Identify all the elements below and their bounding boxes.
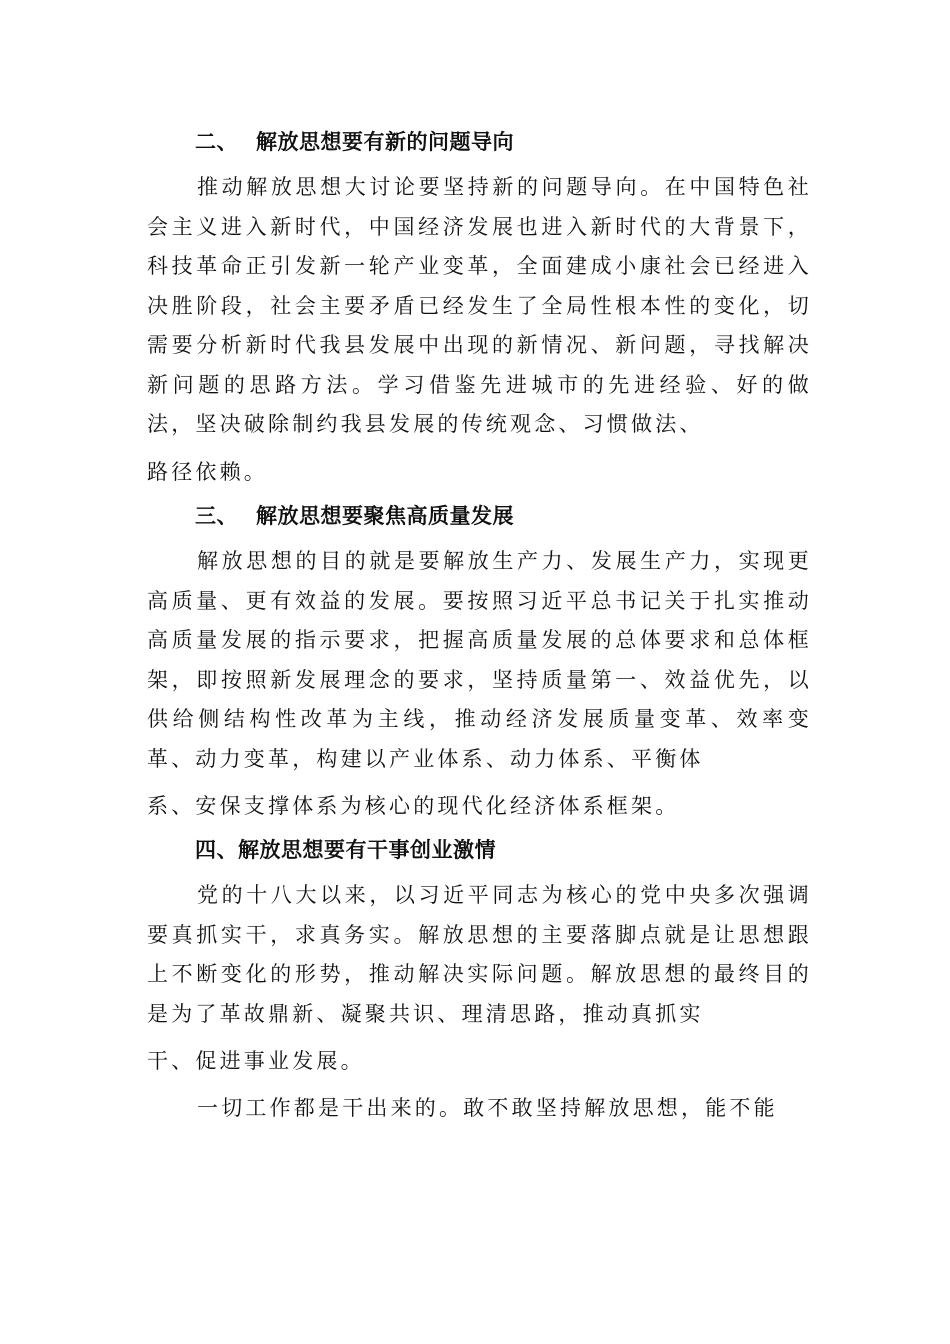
- section-body-2: [147, 168, 812, 492]
- section-title: 解放思想要有干事创业激情: [238, 838, 496, 862]
- paragraph: [147, 168, 812, 492]
- paragraph-text: 党的十八大以来，以习近平同志为核心的党中央多次强调要真抓实干，求真务实。解放思想的主要落脚点就是让思想跟上不断变化的形势，推动解决实际问题。解放思想的最终目的是为了革故鼎新、凝聚共识、理清思路，推动真抓实: [147, 883, 812, 1026]
- paragraph: [147, 876, 812, 1082]
- paragraph-last-line: 路径依赖。: [147, 459, 268, 484]
- section-title: 解放思想要聚焦高质量发展: [256, 504, 514, 528]
- paragraph-text: 解放思想的目的就是要解放生产力、发展生产力，实现更高质量、更有效益的发展。要按照习近平总书记关于扎实推动高质量发展的指示要求，把握高质量发展的总体要求和总体框架，即按照新发展理念的要求，坚持质量第一、效益优先，以供给侧结构性改革为主线，推动经济发展质量变革、效率变革、动力变革，构建以产业体系、动力体系、平衡体: [147, 549, 812, 771]
- section-heading-4: [195, 836, 496, 864]
- section-heading-3: [195, 502, 514, 530]
- paragraph: [147, 542, 812, 827]
- final-paragraph-block: [147, 1089, 812, 1129]
- paragraph-text: 推动解放思想大讨论要坚持新的问题导向。在中国特色社会主义进入新时代，中国经济发展也进入新时代的大背景下，科技革命正引发新一轮产业变革，全面建成小康社会已经进入决胜阶段，社会主要矛盾已经发生了全局性根本性的变化，切需要分析新时代我县发展中出现的新情况、新问题，寻找解决新问题的思路方法。学习借鉴先进城市的先进经验、好的做法，坚决破除制约我县发展的传统观念、习惯做法、: [147, 175, 812, 436]
- final-paragraph: 一切工作都是干出来的。敢不敢坚持解放思想，能不能: [197, 1096, 778, 1120]
- section-title: 解放思想要有新的问题导向: [256, 130, 514, 154]
- paragraph-last-line: 系、安保支撑体系为核心的现代化经济体系框架。: [147, 794, 680, 818]
- section-number: 三、: [195, 504, 238, 528]
- section-number: 四、: [195, 838, 238, 862]
- section-number: 二、: [195, 130, 238, 154]
- section-body-3: [147, 542, 812, 827]
- section-body-4: [147, 876, 812, 1082]
- section-heading-2: [195, 128, 514, 156]
- paragraph-last-line: 干、促进事业发展。: [147, 1049, 365, 1073]
